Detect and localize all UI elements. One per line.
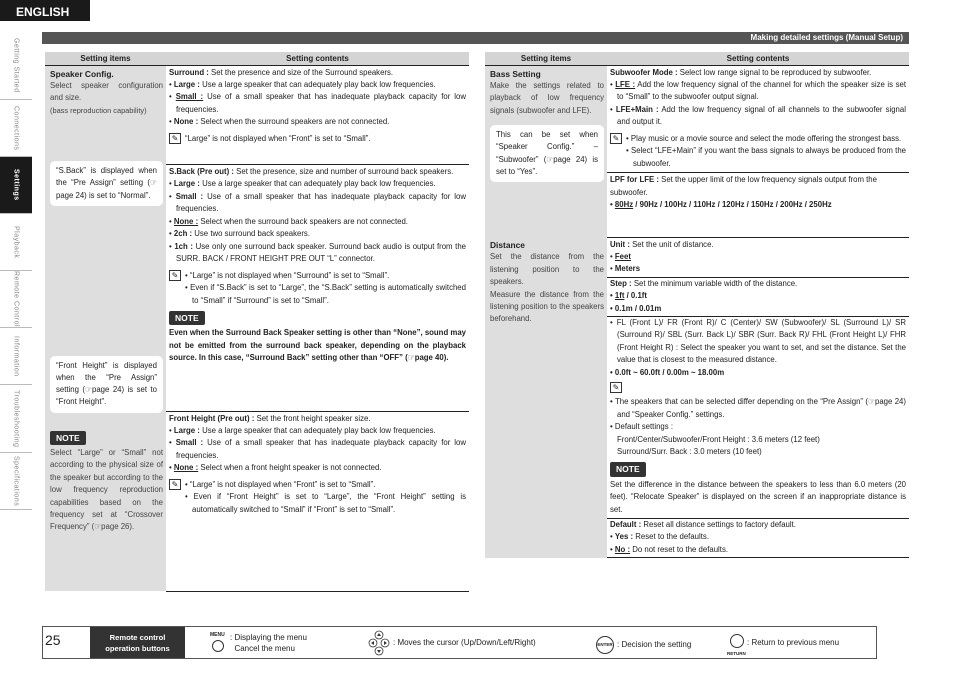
remote-control-label: Remote control operation buttons: [90, 627, 185, 658]
right-settings-table: [485, 52, 909, 558]
enter-description: : Decision the setting: [617, 640, 692, 649]
left-settings-table: [45, 52, 469, 592]
col-header-items: Setting items: [485, 52, 607, 65]
col-header-contents: Setting contents: [166, 52, 469, 65]
side-nav-playback[interactable]: Playback: [0, 214, 32, 271]
distance-contents: Unit : Set the unit of distance. • Feet • Meters Step : Set the minimum variable width of the distance. • 1ft / 0.1ft • 0.1m / 0.01m • FL (Front L)/ FR (Front R)/ C (Center)/ SW (Subwoofer)/ SL (Surround L)/ SR (Surround R)/ SBL (Surr. Back L)/ SBR (Surr. Back R)/ FHL (Front Height L)/ FHR (Front Height R) : Select the speaker you want to set, and set the distance. Set the value that is closest to the measured distance. • 0.0ft ~ 60.0ft / 0.00m ~ 18.00m ✎ • The speakers that can be selected differ depending on the “Pre Assign” (☞page 24) and “Speaker Config.” settings. • Default settings : Front/Center/Subwoofer/Front Height : 3.6 meters (12 feet) Surround/Surr. Back : 3.0 meters (10 feet) NOTE Set the difference in the distance between the speakers to less than 6.0 meters (20 feet). “Relocate Speaker” is displayed on the screen if an inappropriate distance is set. Default : Reset all distance settings to factory default. • Yes : Reset to the defaults. • No : Do not reset to the defaults.: [607, 237, 909, 558]
bass-setting-contents: Subwoofer Mode : Select low range signal to be reproduced by subwoofer. • LFE : Add the low frequency signal of the channel for which the speaker size is set to “Small” to the subwoofer output signal. • LFE+Main : Add the low frequency signal of all channels to the subwoofer signal and output it. ✎ • Play music or a movie source and select the mode offering the strongest bass. • Select “LFE+Main” if you want the bass signals to always be produced from the subwoofer. LPF for LFE : Set the upper limit of the low frequency signals output from the subwoofer. • 80Hz / 90Hz / 100Hz / 110Hz / 120Hz / 150Hz / 200Hz / 250Hz: [607, 65, 909, 237]
note-badge: NOTE: [169, 311, 205, 325]
pencil-icon: ✎: [169, 133, 181, 144]
col-header-contents: Setting contents: [607, 52, 909, 65]
pencil-icon: ✎: [610, 382, 622, 393]
side-nav-specifications[interactable]: Specifications: [0, 453, 32, 510]
return-icon-label: RETURN: [727, 651, 746, 656]
note-badge: NOTE: [50, 431, 86, 445]
side-nav-settings[interactable]: Settings: [0, 157, 32, 214]
side-nav: [0, 32, 32, 510]
side-nav-connections[interactable]: Connections: [0, 100, 32, 157]
menu-description: : Displaying the menu Cancel the menu: [230, 633, 307, 653]
language-tab: ENGLISH: [0, 0, 90, 21]
section-title: Making detailed settings (Manual Setup): [42, 32, 909, 44]
speaker-config-cell: Speaker Config. Select speaker configuration and size. (bass reproduction capability) “S.Back” is displayed when the “Pre Assign” setting (☞page 24) is set to “Normal”. “Front Height” is displayed when the “Pre Assign” setting (☞page 24) is set to “Front Height”. NOTE Select “Large” or “Small” not according to the physical size of the speaker but according to the low frequency reproduction capabilities based on the frequency set at “Crossover Frequency” (☞page 26).: [45, 65, 166, 591]
return-description: : Return to previous menu: [747, 638, 840, 647]
side-nav-remote-control[interactable]: Remote Control: [0, 271, 32, 328]
sback-note-box: “S.Back” is displayed when the “Pre Assign” setting (☞page 24) is set to “Normal”.: [50, 161, 163, 206]
cursor-buttons-icon: [368, 630, 390, 656]
enter-button-icon: ENTER: [596, 636, 614, 654]
surround-cell: Surround : Set the presence and size of the Surround speakers. • Large : Use a large speaker that can adequately play back low frequencies. • Small : Use of a small speaker that has inadequate playback capacity for low frequencies. • None : Select when the surround speakers are not connected. ✎ “Large” is not displayed when “Front” is set to “Small”.: [166, 65, 469, 165]
menu-icon-label: MENU: [210, 632, 225, 638]
sback-cell: S.Back (Pre out) : Set the presence, size and number of surround back speakers. • Large : Use a large speaker that can adequately play back low frequencies. • Small : Use of a small speaker that has inadequate playback capacity for low frequencies. • None : Select when the surround back speakers are not connected. • 2ch : Use two surround back speakers. • 1ch : Use only one surround back speaker. Surround back audio is output from the SURR. BACK / FRONT HEIGHT PRE OUT “L” connector. ✎ • “Large” is not displayed when “Surround” is set to “Small”. • Even if “S.Back” is set to “Large”, the “S.Back” setting is automatically switched to “Small” if “Surround” is set to “Small”. NOTE Even when the Surround Back Speaker setting is other than “None”, sound may not be emitted from the surround back speaker, depending on the playback source. In this case, “Surround Back” setting other than “OFF” (☞page 40).: [166, 165, 469, 411]
col-header-items: Setting items: [45, 52, 166, 65]
side-nav-getting-started[interactable]: Getting Started: [0, 32, 32, 100]
speaker-config-title: Speaker Config.: [50, 68, 114, 79]
bass-setting-cell: Bass Setting Make the settings related to playback of low frequency signals (subwoofer and LFE). This can be set when “Speaker Config.” – “Subwoofer” (☞page 24) is set to “Yes”.: [485, 65, 607, 237]
front-height-note-box: “Front Height” is displayed when the “Pre Assign” setting (☞page 24) is set to “Front Height”.: [50, 356, 163, 413]
side-nav-troubleshooting[interactable]: Troubleshooting: [0, 385, 32, 453]
pencil-icon: ✎: [169, 270, 181, 281]
front-height-cell: Front Height (Pre out) : Set the front height speaker size. • Large : Use a large speaker that can adequately play back low frequencies. • Small : Use of a small speaker that has inadequate playback capacity for low frequencies. • None : Select when a front height speaker is not connected. ✎ • “Large” is not displayed when “Front” is set to “Small”. • Even if “Front Height” is set to “Large”, the “Front Height” setting is automatically switched to “Small” if “Front” is set to “Small”.: [166, 411, 469, 591]
note-badge: NOTE: [610, 462, 646, 476]
bass-note-box: This can be set when “Speaker Config.” – “Subwoofer” (☞page 24) is set to “Yes”.: [490, 125, 604, 182]
pencil-icon: ✎: [610, 133, 622, 144]
menu-button-icon: [212, 640, 224, 652]
side-nav-information[interactable]: Information: [0, 328, 32, 385]
page-number: 25: [45, 632, 61, 648]
distance-cell: Distance Set the distance from the listening position to the speakers. Measure the distance from the listening position to the speakers beforehand.: [485, 237, 607, 558]
cursor-description: : Moves the cursor (Up/Down/Left/Right): [393, 638, 536, 647]
pencil-icon: ✎: [169, 479, 181, 490]
crossover-note: Select “Large” or “Small” not according to the physical size of the speaker but according to the low frequency reproduction capabilities based on the frequency set at “Crossover Frequency” (☞page 26).: [50, 447, 163, 532]
return-button-icon: [730, 634, 744, 648]
